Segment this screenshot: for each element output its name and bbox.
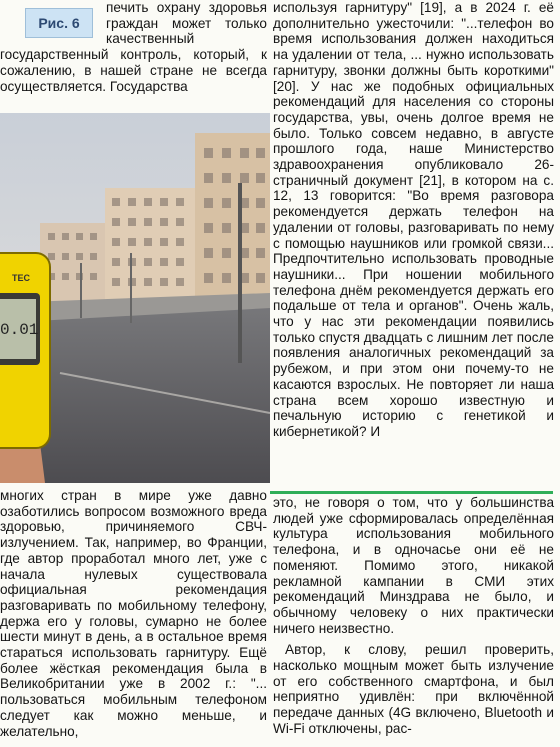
left-column-bottom-text (0, 488, 267, 739)
right-bottom-paragraph-1: это, не говоря о том, что у большинства людей уже сформировалась определённая культура использования мобильного телефона, и в одночасье они её не поменяют. Помимо этого, никакой рекламной кампании в СМИ этих рекомендаций Минздрава не было, и обычному человеку о них практически ничего неизвестно. (273, 495, 554, 636)
device-reading: 0.01 (0, 321, 39, 339)
right-column-top-text (273, 0, 554, 440)
section-divider (270, 491, 553, 494)
figure-label: Рис. 6 (25, 8, 93, 38)
device-brand: TEC (12, 273, 30, 283)
figure-photo (0, 113, 270, 483)
right-top-paragraph: используя гарнитуру" [19], а в 2024 г. её дополнительно ужесточили: "...телефон во время использования должен находиться на удалении от тела, ... нужно использовать гарнитуру, звонки должны быть короткими" [20]. У нас же подобных официальных рекомендаций для населения со стороны государства, увы, очень долгое время не было. Только совсем недавно, в августе прошлого года, наше Министерство здравоохранения опубликовало 26-страничный документ [21], в котором на с. 12, 13 говорится: "Во время разговора рекомендуется держать телефон на удалении от головы, разговаривать по нему с помощью наушников или громкой связи... Предпочтительно использовать проводные наушники... При ношении мобильного телефона днём рекомендуется держать его подальше от тела и органов". Очень жаль, что у нас эти рекомендации появились только спустя двадцать с лишним лет после появления аналогичных рекомендаций за рубежом, и при этом они почему-то не касаются взрослых. Не повторяет ли наша страна всем хорошо известную и печальную историю с генетикой и кибернетикой? И (273, 0, 554, 439)
left-bottom-paragraph: многих стран в мире уже давно озаботились вопросом возможного вреда здоровью, причиняемого СВЧ-излучением. Так, например, во Франции, где автор проработал много лет, уже с начала нулевых существовала официальная рекомендация разговаривать по мобильному телефону, держа его у головы, сумарно не более шести минут в день, а в остальное время стараться использовать гарнитуру. Ещё более жёсткая рекомендация была в Великобритании уже в 2002 г.: "... пользоваться мобильным телефоном следует как можно меньше, и желательно, (0, 488, 267, 739)
right-bottom-paragraph-2: Автор, к слову, решил проверить, насколько мощным может быть излучение от его собственного смартфона, и был неприятно удивлён: при включённой передаче данных (4G включено, Bluetooth и Wi-Fi отключены, рас- (273, 642, 554, 736)
right-column-bottom-text (273, 495, 554, 737)
left-top-paragraph: печить охрану здоровья граждан может только качественный государственный контроль, который, к сожалению, в нашей стране не всегда осуществляется. Государства (0, 0, 267, 94)
